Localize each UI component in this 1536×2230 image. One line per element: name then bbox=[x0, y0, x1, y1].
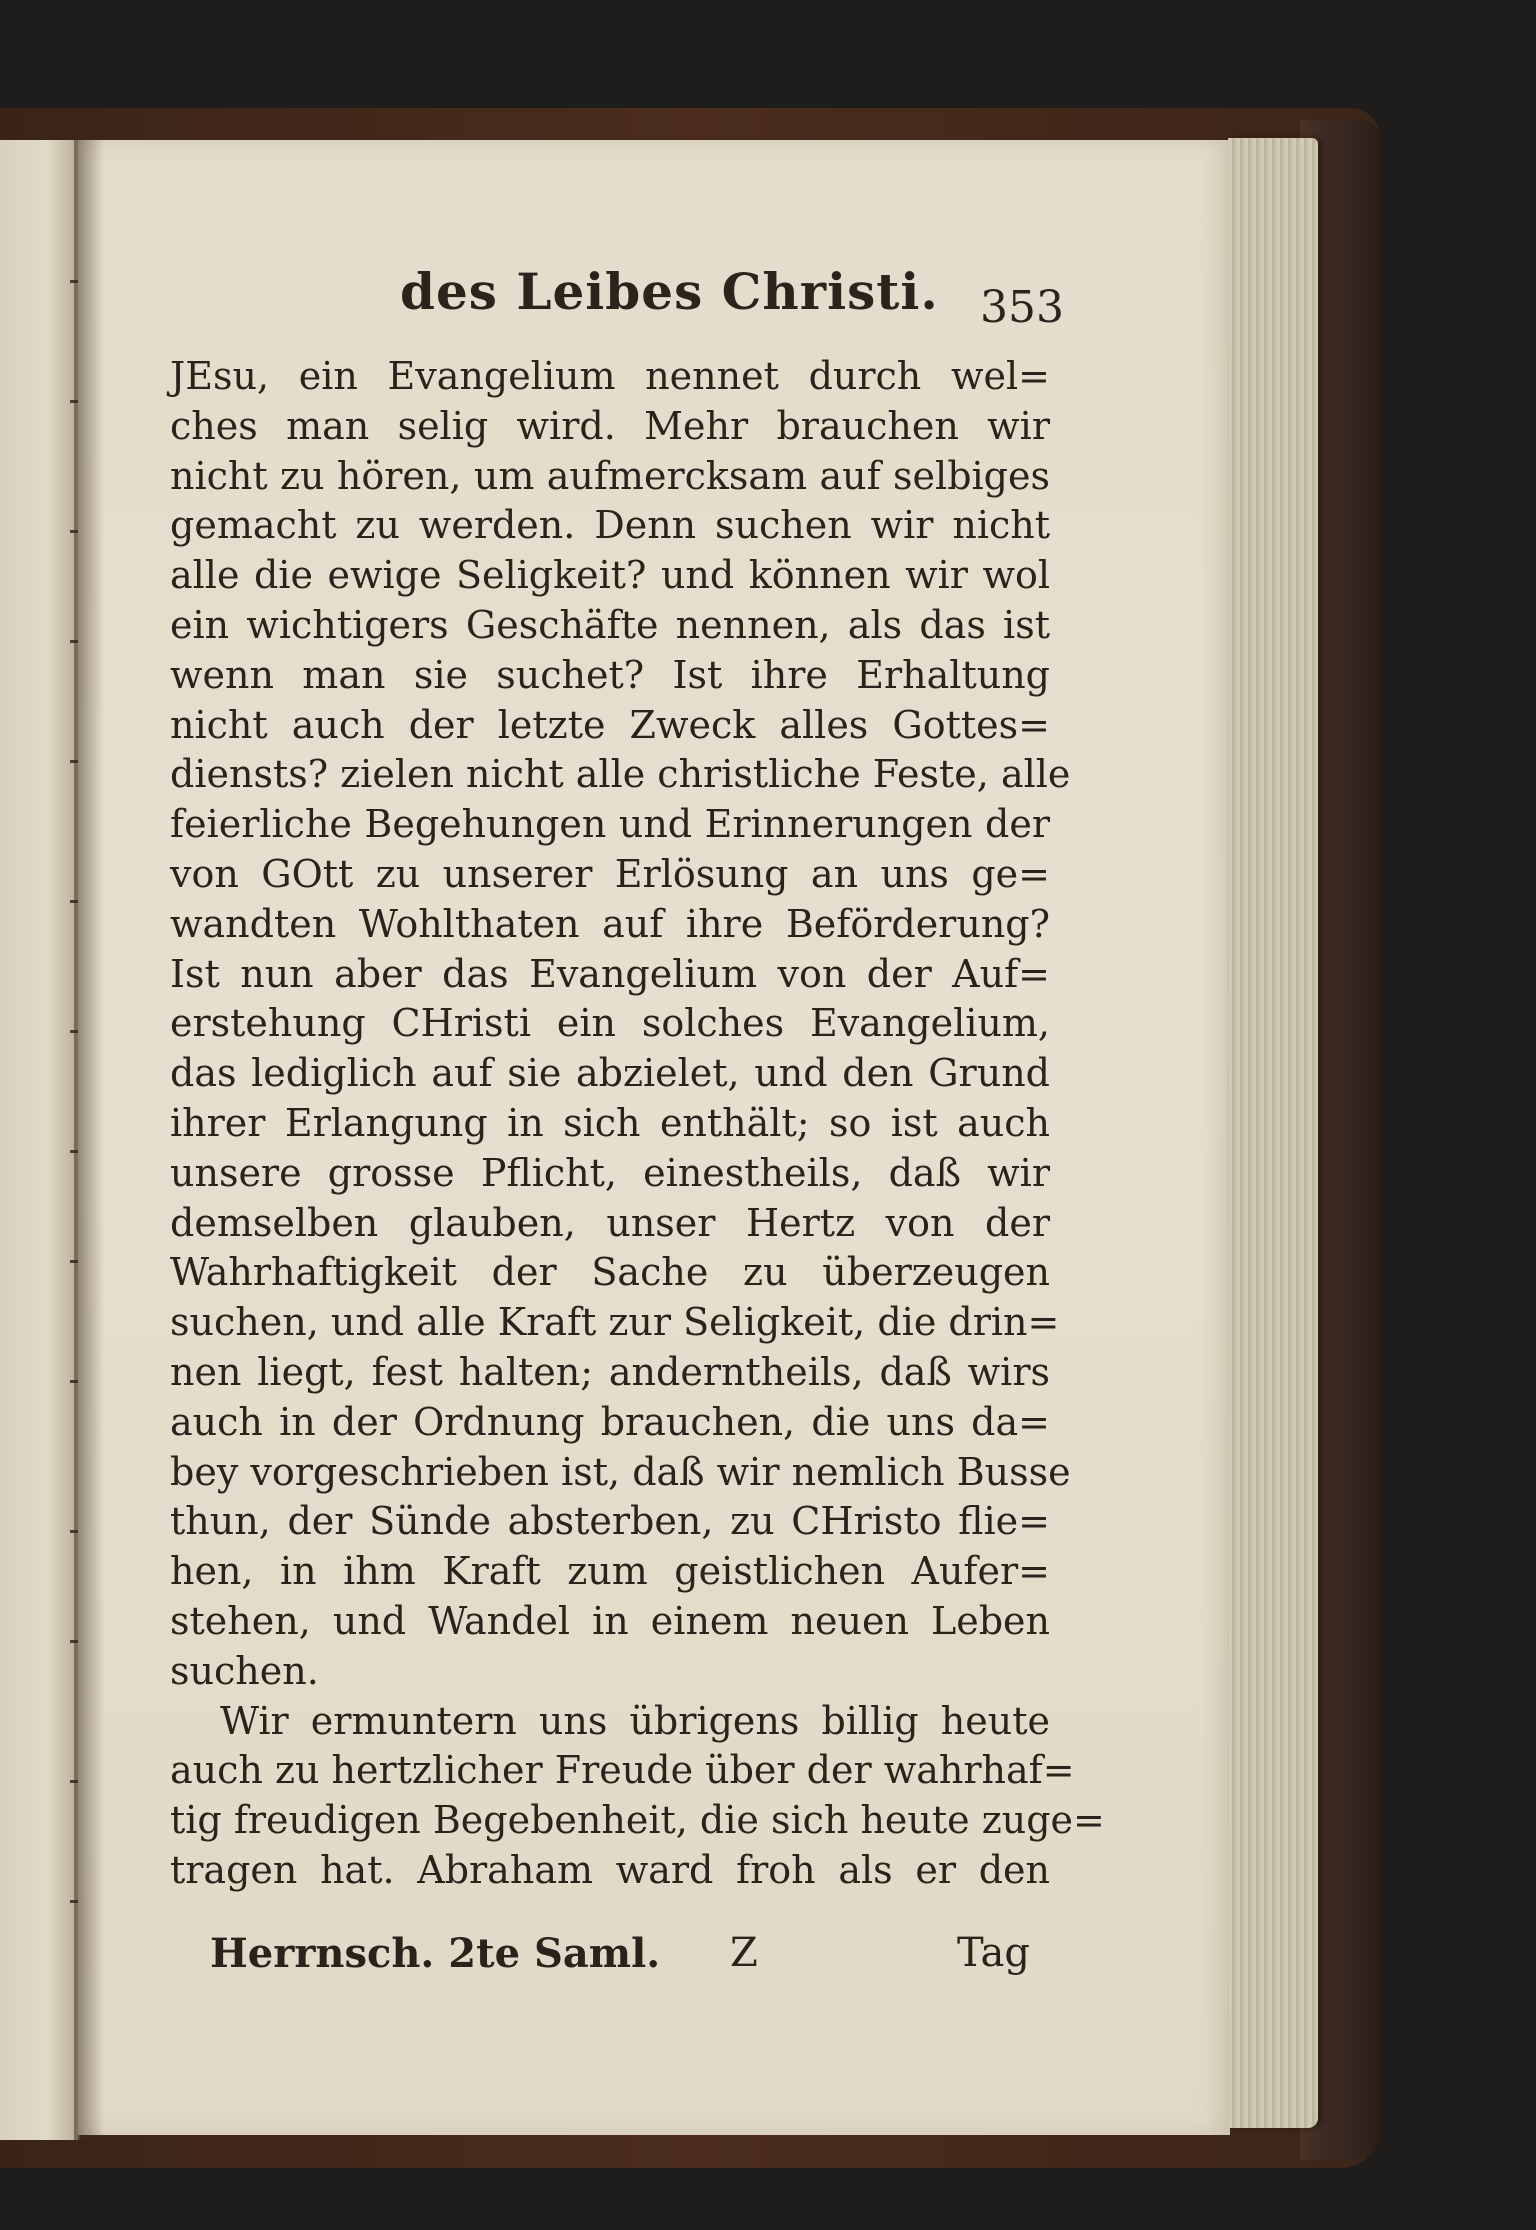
text-line: gemacht zu werden. Denn suchen wir nicht bbox=[170, 503, 1050, 548]
text-line: von GOtt zu unserer Erlösung an uns ge= bbox=[170, 851, 1050, 896]
text-line: erstehung CHristi ein solches Evangelium, bbox=[170, 1001, 1050, 1046]
text-line: Wir ermuntern uns übrigens billig heute bbox=[220, 1698, 1050, 1743]
text-line: alle die ewige Seligkeit? und können wir wol bbox=[170, 553, 1050, 598]
gutter-shadow bbox=[74, 140, 104, 2140]
text-line: ein wichtigers Geschäfte nennen, als das ist bbox=[170, 602, 1050, 647]
text-line: thun, der Sünde absterben, zu CHristo flie= bbox=[170, 1499, 1050, 1544]
signature-line: Herrnsch. 2te Saml. bbox=[210, 1930, 661, 1977]
text-line: ihrer Erlangung in sich enthält; so ist auch bbox=[170, 1100, 1050, 1145]
signature-mark: Z bbox=[730, 1930, 758, 1976]
text-line: diensts? zielen nicht alle christliche Feste, alle bbox=[170, 752, 1071, 797]
text-line: hen, in ihm Kraft zum geistlichen Aufer= bbox=[170, 1549, 1050, 1594]
text-line: stehen, und Wandel in einem neuen Leben bbox=[170, 1598, 1050, 1643]
text-line: nen liegt, fest halten; anderntheils, daß wirs bbox=[170, 1349, 1050, 1394]
text-line: tig freudigen Begebenheit, die sich heute zuge= bbox=[170, 1798, 1105, 1843]
text-line: bey vorgeschrieben ist, daß wir nemlich Busse bbox=[170, 1449, 1071, 1494]
text-line: unsere grosse Pflicht, einestheils, daß wir bbox=[170, 1150, 1050, 1195]
running-head: des Leibes Christi. bbox=[400, 262, 939, 321]
text-line: wenn man sie suchet? Ist ihre Erhaltung bbox=[170, 652, 1050, 697]
catchword: Tag bbox=[956, 1930, 1030, 1976]
text-line: JEsu, ein Evangelium nennet durch wel= bbox=[170, 354, 1050, 398]
text-line: suchen, und alle Kraft zur Seligkeit, die drin= bbox=[170, 1300, 1060, 1345]
text-line: auch in der Ordnung brauchen, die uns da= bbox=[170, 1399, 1050, 1444]
text-line: demselben glauben, unser Hertz von der bbox=[170, 1200, 1050, 1245]
text-line: ches man selig wird. Mehr brauchen wir bbox=[170, 403, 1050, 448]
text-line: Wahrhaftigkeit der Sache zu überzeugen bbox=[170, 1250, 1050, 1295]
text-line: feierliche Begehungen und Erinnerungen der bbox=[170, 802, 1050, 847]
body-text bbox=[170, 352, 1105, 1896]
text-line: das lediglich auf sie abzielet, und den Grund bbox=[170, 1051, 1050, 1096]
left-page-edge bbox=[0, 140, 80, 2140]
page-fore-edge bbox=[1228, 138, 1318, 2128]
text-line: Ist nun aber das Evangelium von der Auf= bbox=[170, 951, 1050, 996]
page-number: 353 bbox=[980, 282, 1064, 333]
text-line: auch zu hertzlicher Freude über der wahrhaf= bbox=[170, 1748, 1075, 1793]
text-line: nicht zu hören, um aufmercksam auf selbiges bbox=[170, 453, 1050, 498]
text-line: wandten Wohlthaten auf ihre Beförderung? bbox=[170, 901, 1050, 946]
text-line: suchen. bbox=[170, 1648, 319, 1693]
text-line: tragen hat. Abraham ward froh als er den bbox=[170, 1847, 1050, 1892]
text-line: nicht auch der letzte Zweck alles Gottes= bbox=[170, 702, 1050, 747]
